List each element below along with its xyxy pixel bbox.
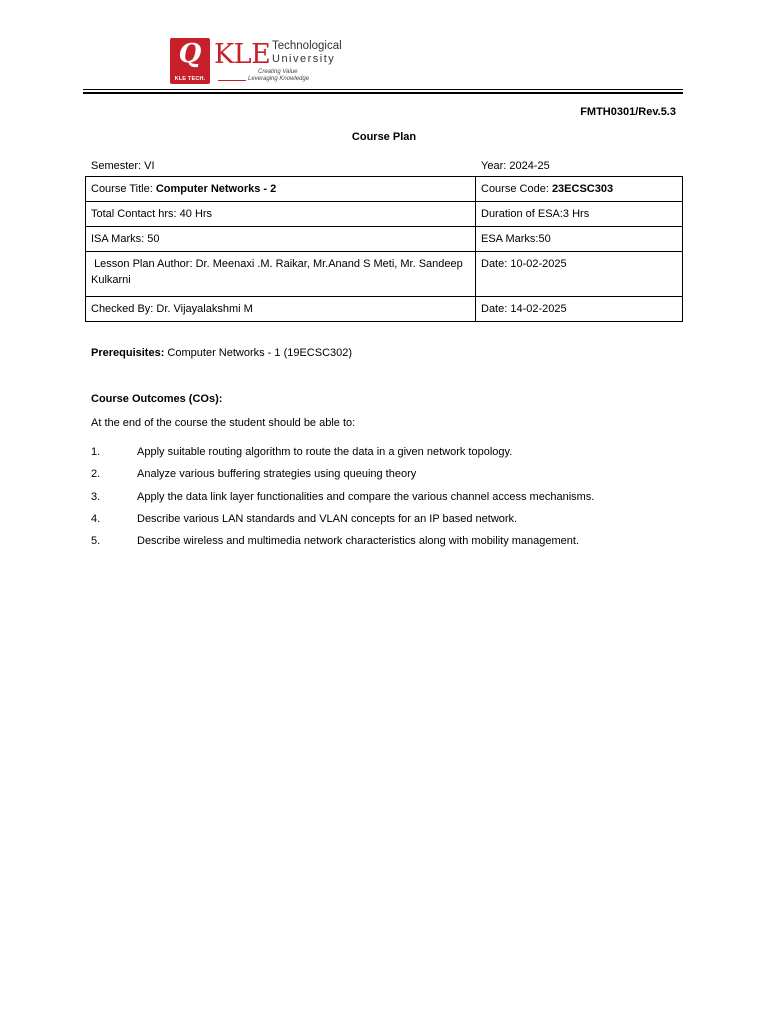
course-code-label: Course Code: — [481, 183, 552, 195]
checked-by-cell: Checked By: Dr. Vijayalakshmi M — [86, 297, 476, 322]
outcome-text: Apply the data link layer functionalities and compare the various channel access mechanisms. — [137, 490, 595, 503]
course-title-label: Course Title: — [91, 183, 156, 195]
outcome-number: 2. — [91, 468, 101, 481]
outcome-text: Describe wireless and multimedia network characteristics along with mobility management. — [137, 535, 580, 548]
course-code-value: 23ECSC303 — [551, 183, 614, 195]
university-logo — [170, 38, 345, 86]
outcome-number: 3. — [91, 490, 101, 503]
logo-tagline-1: Creating Value — [258, 69, 298, 75]
course-info-table — [85, 176, 683, 322]
prerequisites-value: Computer Networks - 1 (19ECSC302) — [164, 347, 353, 359]
logo-badge — [170, 38, 210, 84]
table-row — [86, 202, 683, 227]
page-title: Course Plan — [351, 131, 417, 143]
prerequisites — [91, 347, 352, 359]
semester-text: Semester: VI — [91, 160, 155, 172]
outcome-number: 5. — [91, 535, 101, 548]
list-item — [91, 491, 691, 513]
logo-q-mark-icon: Q — [178, 39, 202, 69]
course-code-cell — [476, 177, 683, 202]
contact-hrs-cell: Total Contact hrs: 40 Hrs — [86, 202, 476, 227]
table-row — [86, 227, 683, 252]
prerequisites-label: Prerequisites: — [91, 347, 165, 359]
course-outcomes-intro: At the end of the course the student should be able to: — [91, 417, 356, 429]
table-row — [86, 297, 683, 322]
lesson-author-cell: Lesson Plan Author: Dr. Meenaxi .M. Raikar, Mr.Anand S Meti, Mr. Sandeep Kulkarni — [86, 252, 476, 297]
document-number: FMTH0301/Rev.5.3 — [580, 106, 676, 118]
isa-marks-cell: ISA Marks: 50 — [86, 227, 476, 252]
header-rule-thin — [83, 89, 683, 90]
author-date-cell: Date: 10-02-2025 — [476, 252, 683, 297]
course-title-value: Computer Networks - 2 — [155, 183, 277, 195]
course-title-cell — [86, 177, 476, 202]
outcome-text: Describe various LAN standards and VLAN concepts for an IP based network. — [137, 512, 518, 525]
outcome-text: Analyze various buffering strategies using queuing theory — [137, 468, 417, 481]
logo-kle: KLE — [214, 39, 271, 70]
logo-university: University — [272, 53, 336, 65]
logo-badge-text: KLE TECH. — [174, 76, 206, 82]
outcome-text: Apply suitable routing algorithm to route the data in a given network topology. — [137, 446, 513, 458]
checked-date-cell: Date: 14-02-2025 — [476, 297, 683, 322]
course-outcomes-list — [91, 446, 691, 557]
list-item — [91, 535, 691, 557]
outcome-number: 4. — [91, 512, 101, 525]
list-item — [91, 513, 691, 535]
header-rule-thick — [83, 92, 683, 94]
esa-duration-cell: Duration of ESA:3 Hrs — [476, 202, 683, 227]
list-item — [91, 446, 691, 468]
table-row — [86, 252, 683, 297]
logo-technological: Technological — [272, 40, 342, 52]
year-text: Year: 2024-25 — [481, 160, 550, 172]
esa-marks-cell: ESA Marks:50 — [476, 227, 683, 252]
course-outcomes-heading: Course Outcomes (COs): — [91, 393, 223, 405]
outcome-number: 1. — [91, 446, 101, 458]
logo-tagline-2: Leveraging Knowledge — [248, 76, 310, 82]
table-row — [86, 177, 683, 202]
list-item — [91, 468, 691, 490]
